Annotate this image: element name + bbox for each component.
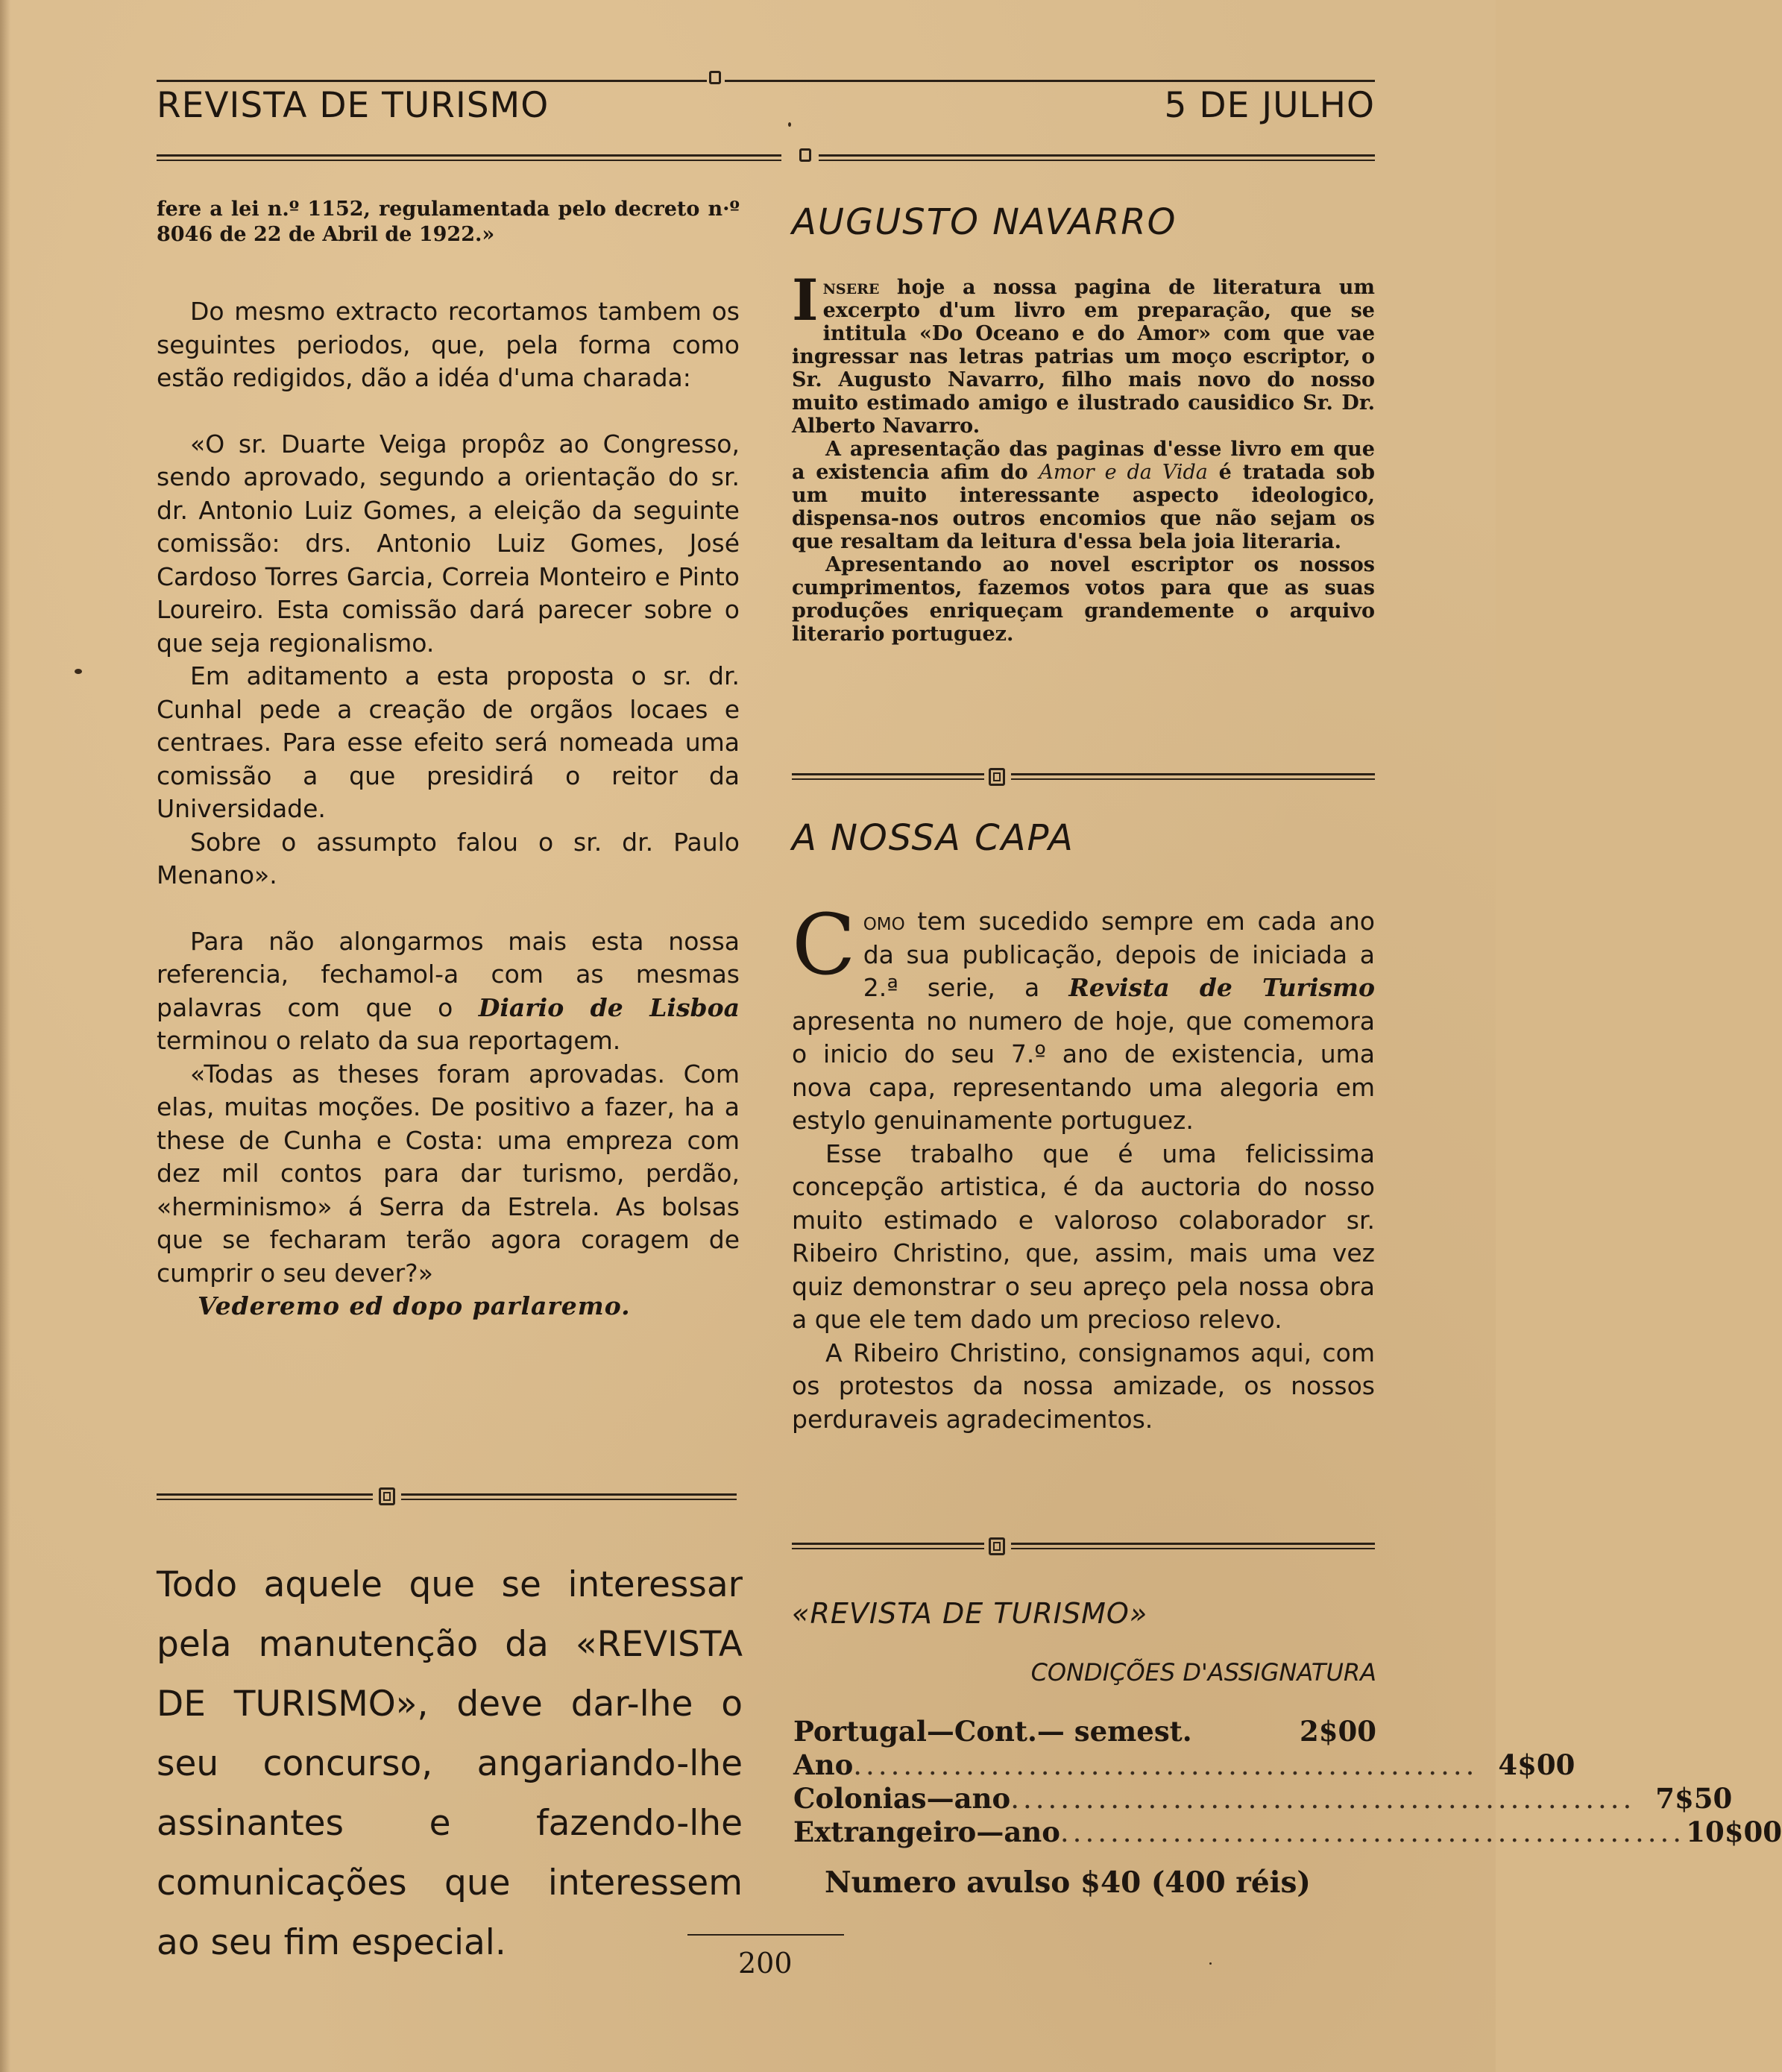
price-value: 10$00	[1686, 1816, 1782, 1848]
price-label: Extrangeiro—ano	[793, 1816, 1060, 1848]
left-paragraph-7: «Todas as theses foram aprovadas. Com elas, muitas moções. De positivo a fazer, ha a these de Cunha e Costa: uma empreza com dez mil contos para dar turismo, perdão, «herminismo» á Serra da Estrela. As bolsas que se fecharam terão agora coragem de cumprir o seu dever?»	[157, 1059, 740, 1288]
single-issue-price: Numero avulso $40 (400 réis)	[825, 1865, 1311, 1900]
footer-rule	[687, 1934, 844, 1936]
right-divider-1-ornament	[989, 768, 1005, 786]
subscription-subtitle: CONDIÇÕES D'ASSIGNATURA	[1030, 1658, 1376, 1687]
right-divider-2-rule-right-2	[1011, 1548, 1375, 1549]
navarro-paragraph-2-end: é tratada sob um muito interessante aspecto ideologico, dispensa-nos outros encomios que não sejam os que resaltam da leitura d'essa bela joia literaria.	[792, 461, 1375, 553]
left-closing-quote: Vederemo ed dopo parlaremo.	[198, 1291, 631, 1320]
paper-speck	[788, 122, 791, 127]
diario-de-lisboa-title: Diario de Lisboa	[478, 992, 740, 1022]
revista-de-turismo-title: Revista de Turismo	[1068, 973, 1375, 1002]
left-column-intro	[157, 197, 740, 248]
price-value: 7$50	[1655, 1782, 1733, 1815]
left-paragraph-4: Em aditamento a esta proposta o sr. dr. Cunhal pede a creação de orgãos locaes e centraes. Para esse efeito será nomeada uma comissão a que presidirá o reitor da Universidade.	[157, 661, 740, 823]
capa-body	[792, 897, 1375, 1436]
right-divider-2-rule-left-2	[792, 1548, 984, 1549]
left-divider-ornament	[379, 1487, 395, 1505]
header-top-rule-left	[157, 80, 707, 82]
amor-e-da-vida: Amor e da Vida	[1039, 461, 1208, 484]
capa-lead-word: omo	[863, 907, 905, 936]
header-top-rule-right	[725, 80, 1375, 82]
capa-paragraph-1-end: apresenta no numero de hoje, que comemora o inicio do seu 7.º ano de existencia, uma nova capa, representando uma alegoria em estylo genuinamente portuguez.	[792, 1006, 1375, 1135]
left-paragraph-5: Sobre o assumpto falou o sr. dr. Paulo Menano».	[157, 827, 740, 889]
left-paragraph-1: fere a lei n.º 1152, regulamentada pelo decreto n·º 8046 de 22 de Abril de 1922.»	[157, 198, 740, 246]
left-divider-rule-left-2	[157, 1499, 373, 1500]
price-leader: ..................................................	[1010, 1783, 1636, 1815]
right-divider-2-rule-right	[1011, 1543, 1375, 1545]
header-title: REVISTA DE TURISMO	[157, 85, 550, 126]
page-edge-shadow	[0, 0, 10, 2072]
navarro-paragraph-2	[792, 438, 1375, 553]
left-paragraph-6-end: terminou o relato da sua reportagem.	[157, 1026, 621, 1055]
navarro-paragraph-2-start: A apresentação das paginas d'esse livro em que a existencia afim do	[792, 438, 1375, 484]
capa-paragraph-2: Esse trabalho que é uma felicissima concepção artistica, é da auctoria do nosso muito estimado e valoroso colaborador sr. Ribeiro Christino, que, assim, mais uma vez quiz demonstrar o seu apreço pela nossa obra a que ele tem dado um precioso relevo.	[792, 1139, 1375, 1334]
subscription-appeal: Todo aquele que se interessar pela manutenção da «REVISTA DE TURISMO», deve dar-lhe o seu concurso, angariando-lhe assinantes e fazendo-lhe comunicações que interessem ao seu fim especial.	[157, 1564, 743, 1963]
right-divider-1-rule-left-2	[792, 778, 984, 780]
navarro-paragraph-1	[792, 267, 1375, 438]
header-bottom-rule-right-2	[819, 160, 1375, 161]
capa-paragraph-3: A Ribeiro Christino, consignamos aqui, com os protestos da nossa amizade, os nossos perduraveis agradecimentos.	[792, 1338, 1375, 1434]
right-divider-1-rule-left	[792, 773, 984, 775]
price-label: Ano	[793, 1748, 854, 1781]
header-bottom-ornament	[799, 148, 811, 162]
right-divider-1-rule-right-2	[1011, 778, 1375, 780]
navarro-paragraph-1-text: hoje a nossa pagina de literatura um excerpto d'um livro em preparação, que se intitula «Do Oceano e do Amor» com que vae ingressar nas letras patrias um moço escriptor, o Sr. Augusto Navarro, filho mais novo do nosso muito estimado amigo e ilustrado causidico Sr. Dr. Alberto Navarro.	[792, 276, 1375, 438]
left-divider-rule-left	[157, 1493, 373, 1496]
navarro-heading: AUGUSTO NAVARRO	[792, 201, 1177, 243]
price-value: 4$00	[1498, 1748, 1575, 1781]
header-top-ornament	[709, 71, 721, 84]
left-divider-rule-right	[401, 1493, 737, 1496]
subscription-title: «REVISTA DE TURISMO»	[792, 1597, 1148, 1630]
left-paragraph-2: Do mesmo extracto recortamos tambem os seguintes periodos, que, pela forma como estão redigidos, dão a idéa d'uma charada:	[157, 297, 740, 392]
price-label: Portugal—Cont.— semest.	[793, 1715, 1192, 1748]
price-row-portugal	[793, 1715, 1376, 1748]
left-divider-rule-right-2	[401, 1499, 737, 1500]
paper-speck	[1209, 1962, 1212, 1965]
right-divider-2-ornament	[989, 1537, 1005, 1555]
navarro-dropcap: I	[792, 267, 819, 333]
left-paragraph-6-start: Para não alongarmos mais esta nossa referencia, fechamol-a com as mesmas palavras com que o	[157, 926, 740, 1022]
navarro-paragraph-3: Apresentando ao novel escriptor os nossos cumprimentos, fazemos votos para que as suas produções enriqueçam grandemente o arquivo literario portuguez.	[792, 553, 1375, 646]
price-label: Colonias—ano	[793, 1782, 1011, 1815]
paper-speck	[75, 669, 82, 674]
left-paragraph-6	[157, 925, 740, 1058]
right-divider-2-rule-left	[792, 1543, 984, 1545]
right-divider-1-rule-right	[1011, 773, 1375, 775]
price-row-ano	[793, 1748, 1575, 1782]
capa-heading: A NOSSA CAPA	[792, 817, 1074, 859]
price-row-colonias	[793, 1782, 1733, 1816]
navarro-body	[792, 267, 1375, 646]
price-value: 2$00	[1300, 1715, 1376, 1748]
capa-paragraph-1	[792, 897, 1375, 1138]
header-bottom-rule-left-2	[157, 160, 781, 161]
price-leader: ..................................................	[1060, 1816, 1685, 1848]
navarro-lead-word: nsere	[822, 276, 880, 299]
page-number: 200	[738, 1947, 793, 1980]
left-paragraph-3: «O sr. Duarte Veiga propôz ao Congresso, sendo aprovado, segundo a orientação do sr. dr. Antonio Luiz Gomes, a eleição da seguinte comissão: drs. Antonio Luiz Gomes, José Cardoso Torres Garcia, Correia Monteiro e Pinto Loureiro. Esta comissão dará parecer sobre o que seja regionalismo.	[157, 429, 740, 658]
header-bottom-rule-right	[819, 154, 1375, 157]
header-bottom-rule-left	[157, 154, 781, 157]
capa-paragraph-1-start: tem sucedido sempre em cada ano da sua publicação, depois de iniciada a 2.ª serie, a	[863, 907, 1375, 1002]
left-column-body	[157, 295, 740, 1323]
price-row-extrangeiro	[793, 1816, 1782, 1849]
subscription-price-table	[793, 1715, 1782, 1849]
header-date: 5 DE JULHO	[1164, 85, 1375, 126]
capa-dropcap: C	[792, 897, 856, 994]
price-leader: ..................................................	[853, 1749, 1479, 1781]
